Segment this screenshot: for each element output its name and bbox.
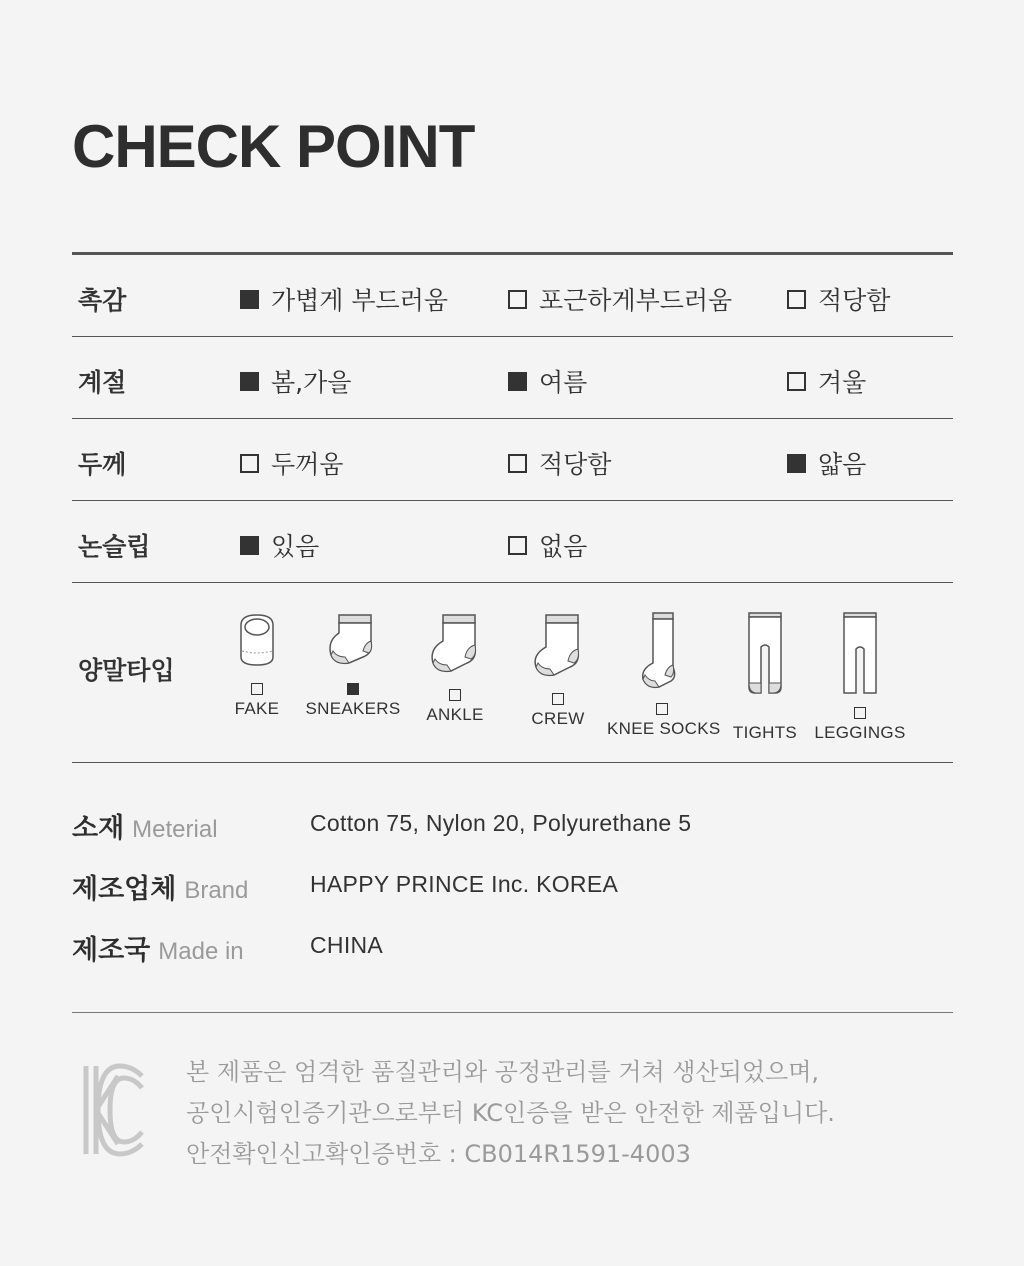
- notice-line: 안전확인신고확인증번호 : CB014R1591-4003: [186, 1140, 691, 1168]
- checkbox: [240, 372, 259, 391]
- sock-type-sneakers: [298, 611, 408, 719]
- sneaker-sock-icon: [323, 611, 383, 671]
- option-label: 겨울: [818, 368, 867, 397]
- sock-type-ankle: [400, 611, 510, 725]
- sock-type-leggings: [805, 611, 915, 743]
- notice-line: 공인시험인증기관으로부터 KC인증을 받은 안전한 제품입니다.: [186, 1099, 835, 1127]
- leggings-icon: [840, 611, 880, 695]
- row-label: 두께: [78, 450, 127, 479]
- row-label: 양말타입: [78, 656, 175, 685]
- sock-type-label: ANKLE: [426, 705, 484, 724]
- row-label: 촉감: [78, 286, 127, 315]
- checkbox: [240, 290, 259, 309]
- option: [508, 281, 732, 317]
- spec-label-ko: 제조업체: [72, 874, 177, 905]
- checkbox: [854, 707, 866, 719]
- row-sock-type: [72, 583, 953, 763]
- option: [240, 363, 351, 399]
- checkbox: [508, 536, 527, 555]
- option: [787, 363, 866, 399]
- ankle-sock-icon: [425, 611, 485, 677]
- checkbox: [552, 693, 564, 705]
- spec-value: Cotton 75, Nylon 20, Polyurethane 5: [310, 810, 692, 836]
- checkbox: [240, 454, 259, 473]
- option-label: 여름: [539, 368, 588, 397]
- option: [508, 445, 611, 481]
- divider: [72, 1012, 953, 1013]
- checkbox: [787, 454, 806, 473]
- knee-sock-icon: [637, 611, 687, 691]
- spec-label-ko: 소재: [72, 813, 125, 844]
- spec-label-en: Meterial: [132, 816, 218, 843]
- spec-material: [72, 806, 953, 867]
- crew-sock-icon: [528, 611, 588, 681]
- product-specs: [72, 806, 953, 989]
- page-title: CHECK POINT: [72, 113, 475, 180]
- checkbox: [656, 703, 668, 715]
- row-thickness: [72, 419, 953, 501]
- spec-value: HAPPY PRINCE Inc. KOREA: [310, 871, 619, 897]
- option-label: 두꺼움: [271, 450, 344, 479]
- checkbox: [787, 372, 806, 391]
- spec-value: CHINA: [310, 932, 384, 958]
- tights-icon: [745, 611, 785, 695]
- sock-type-label: LEGGINGS: [814, 723, 906, 742]
- sock-type-label: CREW: [531, 709, 585, 728]
- checkbox: [508, 290, 527, 309]
- row-non-slip: [72, 501, 953, 583]
- option: [508, 527, 587, 563]
- row-label: 계절: [78, 368, 127, 397]
- option: [508, 363, 587, 399]
- option-label: 있음: [271, 532, 320, 561]
- sock-type-label: FAKE: [234, 699, 280, 718]
- spec-label-en: Made in: [158, 938, 244, 965]
- row-label: 논슬립: [78, 532, 151, 561]
- checkbox: [347, 683, 359, 695]
- option: [240, 281, 448, 317]
- checkbox: [449, 689, 461, 701]
- sock-type-label: SNEAKERS: [305, 699, 401, 718]
- checkbox: [251, 683, 263, 695]
- sock-type-tights: [710, 611, 820, 743]
- row-season: [72, 337, 953, 419]
- option: [787, 281, 890, 317]
- sock-type-fake: [202, 611, 312, 719]
- option-label: 포근하게부드러움: [539, 286, 733, 315]
- checkbox: [508, 454, 527, 473]
- option-label: 적당함: [539, 450, 612, 479]
- option-label: 가볍게 부드러움: [271, 286, 448, 315]
- fake-sock-icon: [237, 611, 277, 671]
- checkbox: [240, 536, 259, 555]
- notice-line: 본 제품은 엄격한 품질관리와 공정관리를 거쳐 생산되었으며,: [186, 1058, 820, 1086]
- option: [240, 527, 319, 563]
- sock-type-crew: [503, 611, 613, 729]
- option: [240, 445, 343, 481]
- spec-label-en: Brand: [184, 877, 249, 904]
- certification-notice: [186, 1052, 835, 1175]
- checkbox: [787, 290, 806, 309]
- checkbox: [508, 372, 527, 391]
- spec-origin: [72, 928, 953, 989]
- row-texture: [72, 255, 953, 337]
- sock-type-label: TIGHTS: [732, 723, 798, 742]
- kc-certification-logo: [82, 1062, 146, 1158]
- sock-type-knee: [607, 611, 721, 739]
- option-label: 얇음: [818, 450, 867, 479]
- option-label: 없음: [539, 532, 588, 561]
- option: [787, 445, 866, 481]
- spec-label-ko: 제조국: [72, 935, 151, 966]
- option-label: 봄,가을: [271, 368, 352, 397]
- check-point-table: [72, 252, 953, 763]
- option-label: 적당함: [818, 286, 891, 315]
- spec-brand: [72, 867, 953, 928]
- sock-type-label: KNEE SOCKS: [607, 719, 721, 738]
